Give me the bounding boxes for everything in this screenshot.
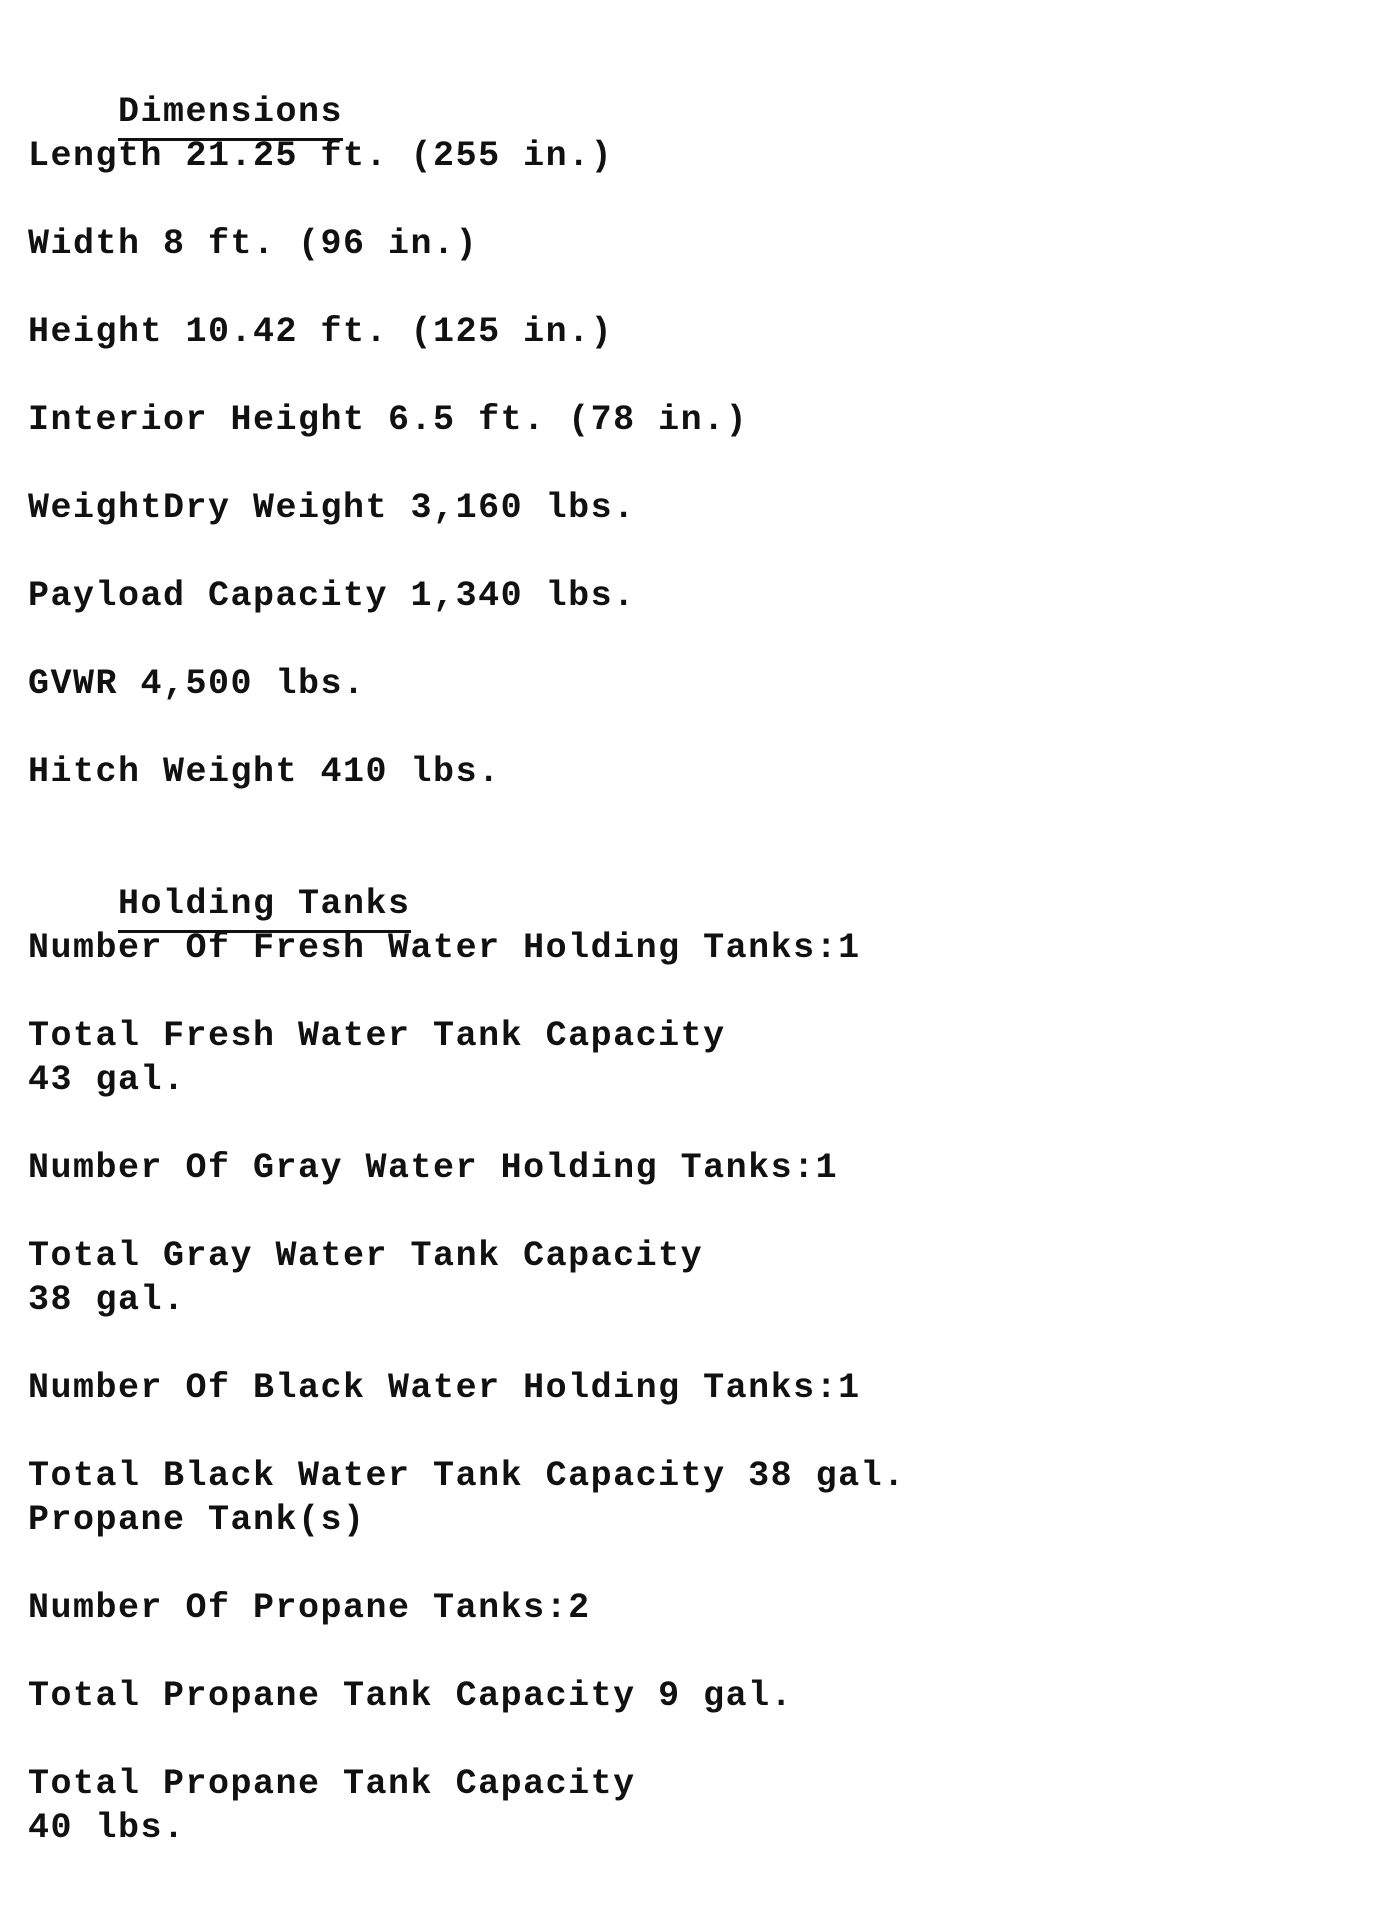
width-spec: Width 8 ft. (96 in.) (28, 224, 479, 264)
propane-capacity-pounds-value: 40 lbs. (28, 1808, 186, 1848)
length-spec: Length 21.25 ft. (255 in.) (28, 136, 614, 176)
gray-water-capacity-value: 38 gal. (28, 1280, 186, 1320)
gray-water-capacity-label: Total Gray Water Tank Capacity (28, 1236, 704, 1276)
black-water-tank-count: Number Of Black Water Holding Tanks:1 (28, 1368, 861, 1408)
holding-tanks-heading: Holding Tanks (118, 882, 411, 933)
fresh-water-tank-count: Number Of Fresh Water Holding Tanks:1 (28, 928, 861, 968)
propane-capacity-pounds-label: Total Propane Tank Capacity (28, 1764, 636, 1804)
fresh-water-capacity-value: 43 gal. (28, 1060, 186, 1100)
gray-water-tank-count: Number Of Gray Water Holding Tanks:1 (28, 1148, 839, 1188)
fresh-water-capacity-label: Total Fresh Water Tank Capacity (28, 1016, 726, 1056)
propane-capacity-gallons: Total Propane Tank Capacity 9 gal. (28, 1676, 794, 1716)
black-water-capacity: Total Black Water Tank Capacity 38 gal. (28, 1456, 906, 1496)
hitch-weight-spec: Hitch Weight 410 lbs. (28, 752, 501, 792)
propane-tank-count: Number Of Propane Tanks:2 (28, 1588, 591, 1628)
dimensions-heading: Dimensions (118, 90, 343, 141)
gvwr-spec: GVWR 4,500 lbs. (28, 664, 366, 704)
propane-heading: Propane Tank(s) (28, 1500, 366, 1540)
height-spec: Height 10.42 ft. (125 in.) (28, 312, 614, 352)
dry-weight-spec: WeightDry Weight 3,160 lbs. (28, 488, 636, 528)
payload-capacity-spec: Payload Capacity 1,340 lbs. (28, 576, 636, 616)
interior-height-spec: Interior Height 6.5 ft. (78 in.) (28, 400, 749, 440)
